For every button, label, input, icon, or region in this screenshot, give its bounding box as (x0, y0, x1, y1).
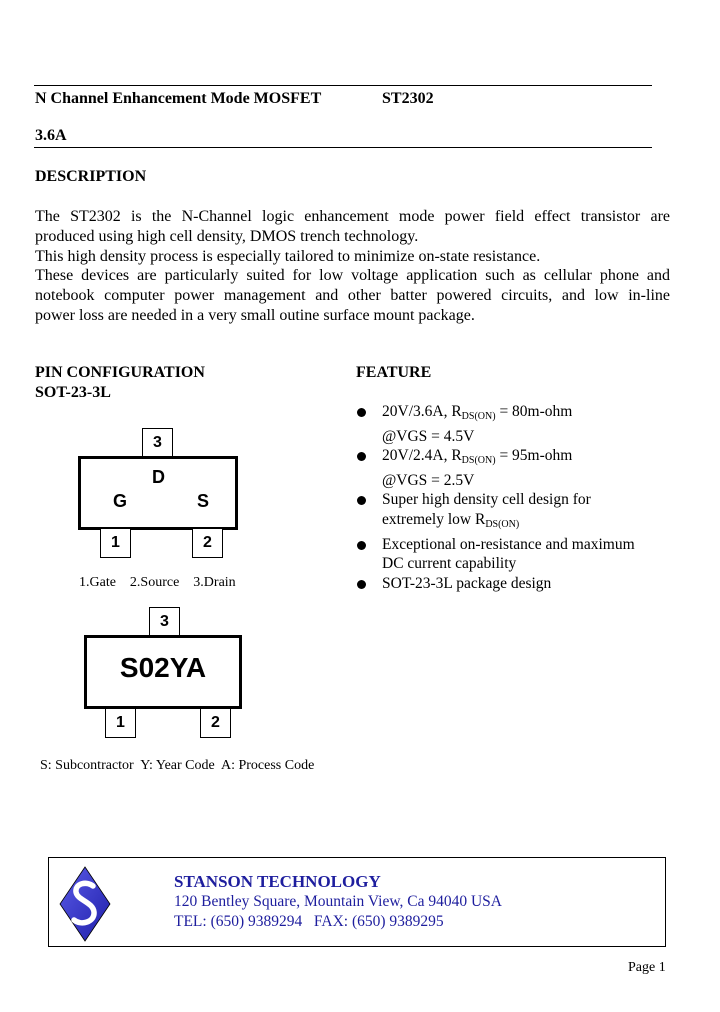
bullet-icon (357, 541, 366, 550)
feature-text: SOT-23-3L package design (382, 574, 552, 592)
description-line: notebook computer power management and other batter powered circuits, and low in-line (35, 287, 670, 305)
drain-label: D (152, 467, 165, 487)
pin-legend: 1.Gate 2.Source 3.Drain (79, 575, 236, 590)
bullet-icon (357, 408, 366, 417)
pin-3-box: 3 (142, 428, 173, 458)
header-rule-bottom (34, 147, 652, 148)
feature-heading: FEATURE (356, 364, 432, 381)
feature-text: Exceptional on-resistance and maximum (382, 535, 635, 553)
feature-item (357, 446, 677, 490)
feature-item (357, 574, 677, 594)
pin-2-box: 2 (192, 528, 223, 558)
feature-subscript: DS(ON) (461, 411, 496, 422)
feature-subscript: DS(ON) (461, 455, 496, 467)
pin-1-box: 1 (100, 528, 131, 558)
marking-code: S02YA (119, 652, 207, 683)
feature-item (357, 402, 677, 446)
feature-text: DC current capability (382, 555, 517, 573)
feature-text: Super high density cell design for (382, 491, 591, 509)
package-outline (78, 456, 238, 530)
company-box (48, 857, 666, 947)
description-body (35, 207, 670, 326)
company-address: 120 Bentley Square, Mountain View, Ca 94040 USA (174, 893, 502, 910)
marking-pin-2-box: 2 (200, 708, 231, 738)
feature-text: @VGS = 2.5V (382, 471, 475, 489)
doc-title: N Channel Enhancement Mode MOSFET (35, 90, 322, 107)
source-label: S (197, 491, 210, 511)
description-line: produced using high cell density, DMOS trench technology. (35, 227, 419, 245)
bullet-icon (357, 496, 366, 505)
marking-outline (84, 635, 242, 709)
pin-config-heading: PIN CONFIGURATION (35, 364, 205, 381)
bullet-icon (357, 452, 366, 461)
feature-subscript: DS(ON) (485, 518, 520, 530)
part-number: ST2302 (382, 90, 434, 107)
feature-text: 20V/2.4A, R (382, 447, 462, 465)
feature-text: extremely low R (382, 510, 486, 528)
marking-pin-3-box: 3 (149, 607, 180, 637)
feature-text: 20V/3.6A, R (382, 403, 462, 420)
stanson-logo-icon (59, 866, 111, 942)
company-name: STANSON TECHNOLOGY (174, 872, 381, 891)
feature-text: @VGS = 4.5V (382, 427, 475, 445)
description-heading: DESCRIPTION (35, 168, 147, 185)
description-line: These devices are particularly suited for low voltage application such as cellular phone and (35, 267, 670, 285)
feature-item (357, 490, 677, 534)
marking-legend: S: Subcontractor Y: Year Code A: Process Code (40, 758, 315, 773)
feature-text: = 80m-ohm (495, 403, 573, 420)
description-line: The ST2302 is the N-Channel logic enhancement mode power field effect transistor are (35, 208, 670, 225)
current-rating: 3.6A (35, 127, 67, 144)
page-number: Page 1 (628, 960, 666, 975)
feature-text: = 95m-ohm (495, 447, 573, 465)
description-line: power loss are needed in a very small outine surface mount package. (35, 306, 475, 324)
header-rule-top (34, 85, 652, 86)
bullet-icon (357, 580, 366, 589)
description-line: This high density process is especially tailored to minimize on-state resistance. (35, 247, 541, 265)
marking-pin-1-box: 1 (105, 708, 136, 738)
company-phone: TEL: (650) 9389294 FAX: (650) 9389295 (174, 913, 444, 930)
gate-label: G (113, 491, 128, 511)
package-name: SOT-23-3L (35, 384, 111, 401)
feature-list (357, 402, 677, 593)
feature-item (357, 535, 677, 574)
